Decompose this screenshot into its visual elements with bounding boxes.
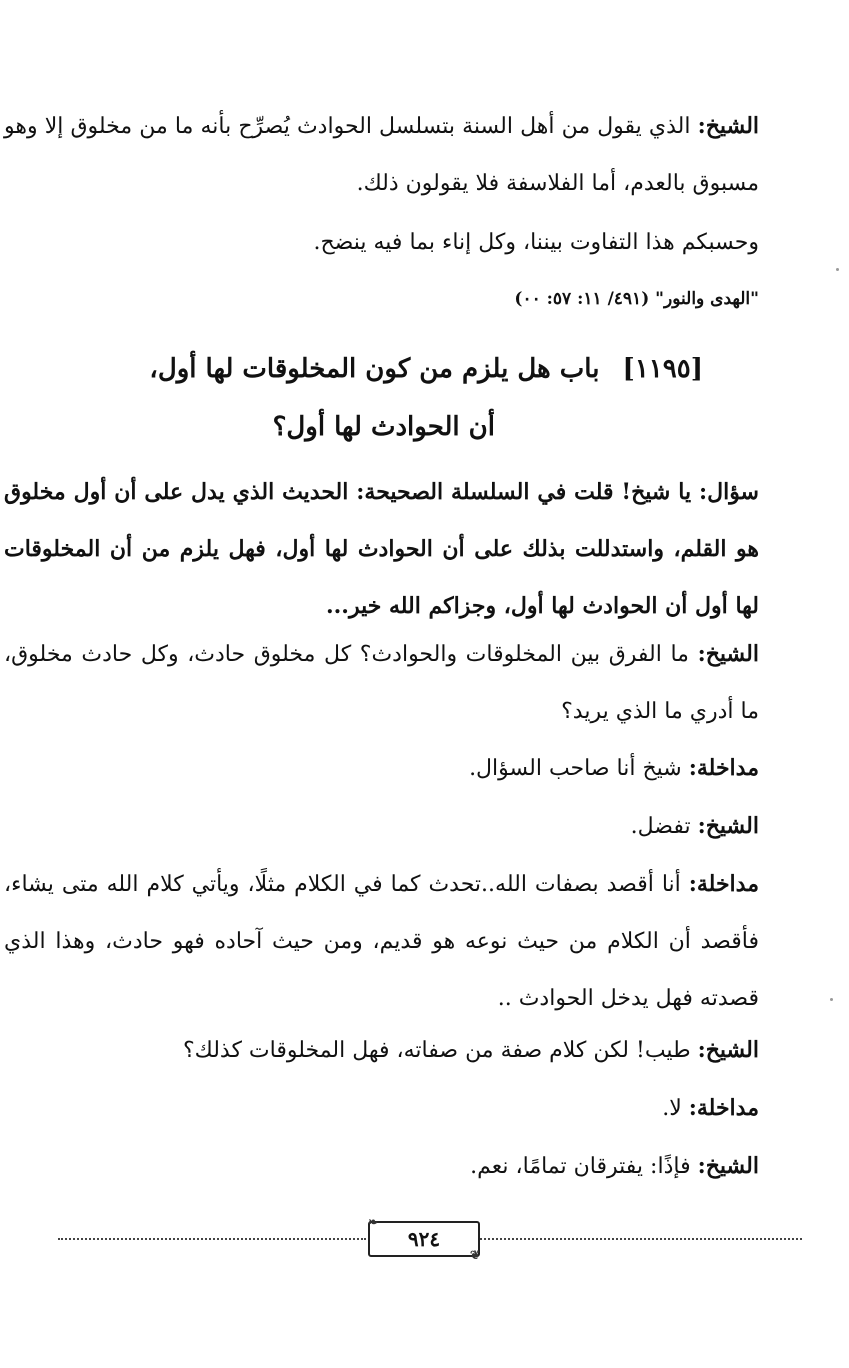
speaker-label: مداخلة: [688, 755, 759, 781]
speaker-label: الشيخ: [697, 1153, 759, 1179]
footer-rule-left [58, 1238, 366, 1240]
paragraph-interjection-2 [4, 856, 801, 1027]
paragraph-interjection-3 [4, 1080, 801, 1137]
paragraph-text: شيخ أنا صاحب السؤال. [469, 756, 682, 781]
ornament-icon: ❦ [469, 1248, 480, 1262]
scan-speck [830, 998, 833, 1001]
paragraph-text: فإذًا: يفترقان تمامًا، نعم. [470, 1154, 691, 1179]
paragraph-sheikh-answer-3 [4, 1022, 801, 1079]
paragraph-sheikh-answer-4 [4, 1138, 801, 1195]
speaker-label: الشيخ: [697, 813, 759, 839]
question-paragraph: سؤال: يا شيخ! قلت في السلسلة الصحيحة: الحديث الذي يدل على أن أول مخلوق هو القلم، واستدللت بذلك على أن الحوادث لها أول، فهل يلزم من أن المخلوقات لها أول أن الحوادث لها أول، وجزاكم الله خير... [4, 479, 759, 619]
footer-rule-right [480, 1238, 802, 1240]
paragraph-interjection-1 [4, 740, 801, 797]
paragraph-sheikh-answer-2 [4, 798, 801, 855]
paragraph-text: تفضل. [630, 814, 691, 839]
paragraph-text: الذي يقول من أهل السنة بتسلسل الحوادث يُصرِّح بأنه ما من مخلوق إلا وهو مسبوق بالعدم، أما الفلاسفة فلا يقولون ذلك. [4, 114, 759, 196]
page-number-box [368, 1215, 480, 1262]
chapter-title-line2: أن الحوادث لها أول؟ [272, 412, 495, 442]
chapter-number: [١١٩٥] [622, 354, 703, 384]
speaker-label: الشيخ: [697, 641, 759, 667]
speaker-label: مداخلة: [688, 871, 759, 897]
paragraph-sheikh-answer-1 [4, 626, 801, 740]
paragraph-text: طيب! لكن كلام صفة من صفاته، فهل المخلوقات كذلك؟ [182, 1038, 691, 1063]
paragraph-text: لا. [662, 1096, 682, 1121]
source-citation: "الهدى والنور" (٤٩١/ ١١: ٥٧: ٠٠) [514, 289, 759, 309]
page-number: ٩٢٤ [407, 1227, 441, 1251]
chapter-title-line1: باب هل يلزم من كون المخلوقات لها أول، [149, 354, 600, 384]
paragraph-sheikh-intro [4, 98, 801, 212]
speaker-label: مداخلة: [688, 1095, 759, 1121]
chapter-heading [83, 340, 703, 456]
paragraph-text: ما الفرق بين المخلوقات والحوادث؟ كل مخلوق حادث، وكل حادث مخلوق، ما أدري ما الذي يريد؟ [4, 642, 759, 724]
ornament-icon: ❧ [368, 1215, 379, 1229]
speaker-label: الشيخ: [697, 113, 760, 139]
speaker-label: الشيخ: [697, 1037, 759, 1063]
paragraph-closing-remark [4, 214, 801, 271]
paragraph-text: وحسبكم هذا التفاوت بيننا، وكل إناء بما فيه ينضح. [313, 230, 759, 255]
paragraph-text: أنا أقصد بصفات الله..تحدث كما في الكلام مثلًا، ويأتي كلام الله متى يشاء، فأقصد أن الكلام من حيث نوعه هو قديم، ومن حيث آحاده فهو حادث، وهذا الذي قصدته فهل يدخل الحوادث .. [4, 872, 759, 1011]
scan-speck [836, 268, 839, 271]
